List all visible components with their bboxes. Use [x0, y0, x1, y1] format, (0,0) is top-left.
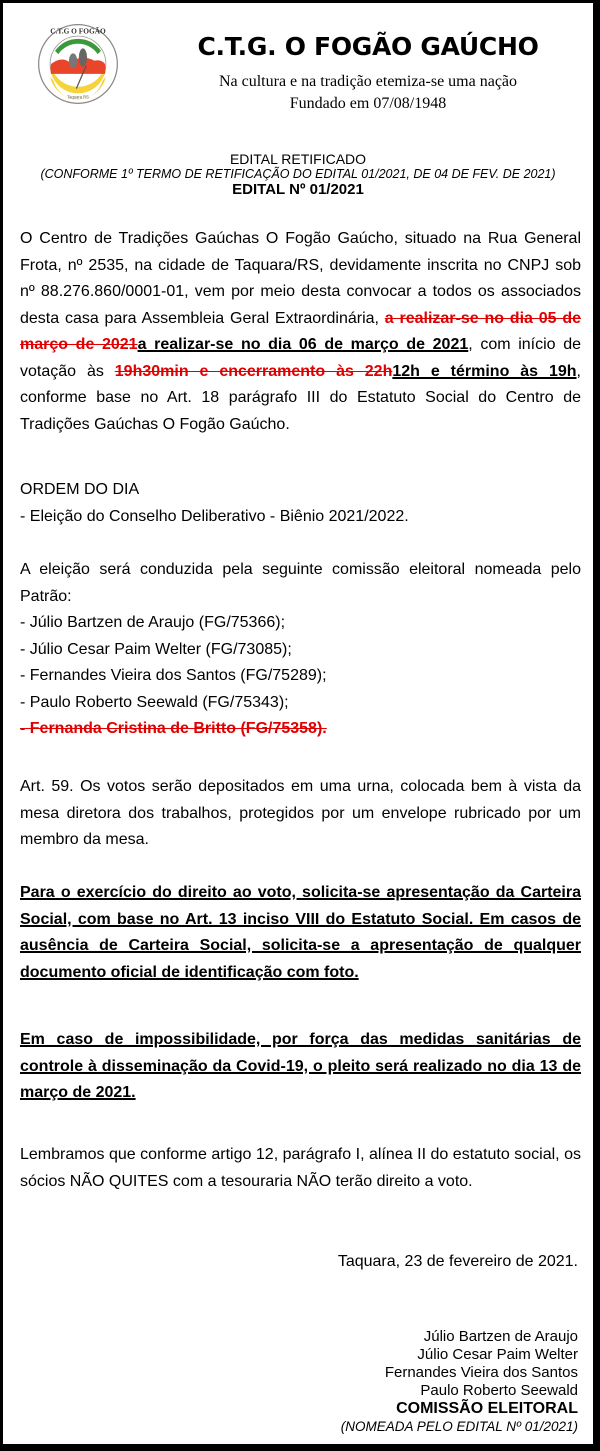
commission-member: - Júlio Bartzen de Araujo (FG/75366);: [20, 614, 286, 631]
convocation-intro: O Centro de Tradições Gaúchas O Fogão Gaúcho, situado na Rua General Frota, nº 2535, na cidade de Taquara/RS, devidamente inscrita no CNPJ sob nº 88.276.860/0001-01, vem por meio desta convocar a todos os associados desta casa para Assembleia Geral Extraordinária,: [20, 230, 581, 327]
agenda-item: - Eleição do Conselho Deliberativo - Biênio 2021/2022.: [20, 507, 409, 525]
edital-number: EDITAL Nº 01/2021: [232, 181, 364, 198]
art59-text: Art. 59. Os votos serão depositados em uma urna, colocada bem à vista da mesa diretora dos trabalhos, protegidos por um envelope rubricado por um membro da mesa.: [20, 778, 581, 848]
convocation-mid: , com início de votação às: [20, 336, 582, 380]
covid-notice-paragraph: [20, 1027, 581, 1107]
commission-title: COMISSÃO ELEITORAL: [396, 1400, 578, 1417]
inserted-time: 12h e término às 19h: [392, 362, 577, 380]
signatory-name: Fernandes Vieira dos Santos: [384, 1364, 578, 1381]
edital-status: EDITAL RETIFICADO: [229, 151, 367, 167]
convocation-paragraph: [20, 226, 581, 438]
deleted-date: a realizar-se no dia 05 de março de 2021: [20, 309, 581, 353]
svg-text:Taquara RS: Taquara RS: [67, 94, 89, 100]
org-founded-date: Fundado em 07/08/1948: [289, 95, 447, 112]
place-date: Taquara, 23 de fevereiro de 2021.: [337, 1253, 578, 1270]
commission-note: (NOMEADA PELO EDITAL Nº 01/2021): [340, 1419, 578, 1434]
ctg-emblem-icon: [37, 23, 119, 105]
reminder-text: Lembramos que conforme artigo 12, parágrafo I, alínea II do estatuto social, os sócios NÃO QUITES com a tesouraria NÃO terão direito a voto.: [20, 1146, 581, 1190]
document-page: [3, 3, 593, 1444]
edital-reference: (CONFORME 1º TERMO DE RETIFICAÇÃO DO EDITAL 01/2021, DE 04 DE FEV. DE 2021): [40, 167, 556, 181]
deleted-time: 19h30min e encerramento às 22h: [114, 362, 393, 380]
signatory-name: Júlio Cesar Paim Welter: [417, 1346, 578, 1363]
commission-section: [20, 557, 581, 743]
letterhead: [3, 3, 593, 123]
covid-notice-text: Em caso de impossibilidade, por força das medidas sanitárias de controle à disseminação da Covid-19, o pleito será realizado no dia 13 de março de 2021.: [20, 1031, 581, 1101]
reminder-paragraph: [20, 1142, 581, 1195]
commission-intro: A eleição será conduzida pela seguinte comissão eleitoral nomeada pelo Patrão:: [20, 561, 581, 605]
commission-member-removed: - Fernanda Cristina de Britto (FG/75358).: [20, 720, 327, 737]
commission-member: - Fernandes Vieira dos Santos (FG/75289);: [20, 667, 327, 684]
commission-member: - Paulo Roberto Seewald (FG/75343);: [20, 693, 289, 711]
convocation-end: , conforme base no Art. 18 parágrafo III do Estatuto Social do Centro de Tradições Gaúchas O Fogão Gaúcho.: [20, 362, 581, 433]
signature-block: [341, 1328, 578, 1436]
inserted-date: a realizar-se no dia 06 de março de 2021: [137, 336, 469, 353]
edital-heading: [3, 152, 593, 198]
id-requirement-paragraph: [20, 880, 581, 986]
agenda-title: ORDEM DO DIA: [20, 481, 140, 498]
org-title: C.T.G. O FOGÃO GAÚCHO: [197, 32, 539, 61]
commission-member: - Júlio Cesar Paim Welter (FG/73085);: [20, 640, 292, 658]
id-requirement-text: Para o exercício do direito ao voto, solicita-se apresentação da Carteira Social, com base no Art. 13 inciso VIII do Estatuto Social. Em casos de ausência de Carteira Social, solicita-se a apresentação de qualquer documento oficial de identificação com foto.: [20, 884, 581, 981]
signatory-name: Júlio Bartzen de Araujo: [423, 1328, 578, 1345]
org-motto: Na cultura e na tradição etemiza-se uma nação: [218, 73, 518, 90]
signatory-name: Paulo Roberto Seewald: [420, 1382, 578, 1399]
agenda-section: [20, 477, 581, 530]
art59-paragraph: [20, 774, 581, 854]
svg-text:C.T.G O FOGÃO: C.T.G O FOGÃO: [50, 26, 106, 36]
